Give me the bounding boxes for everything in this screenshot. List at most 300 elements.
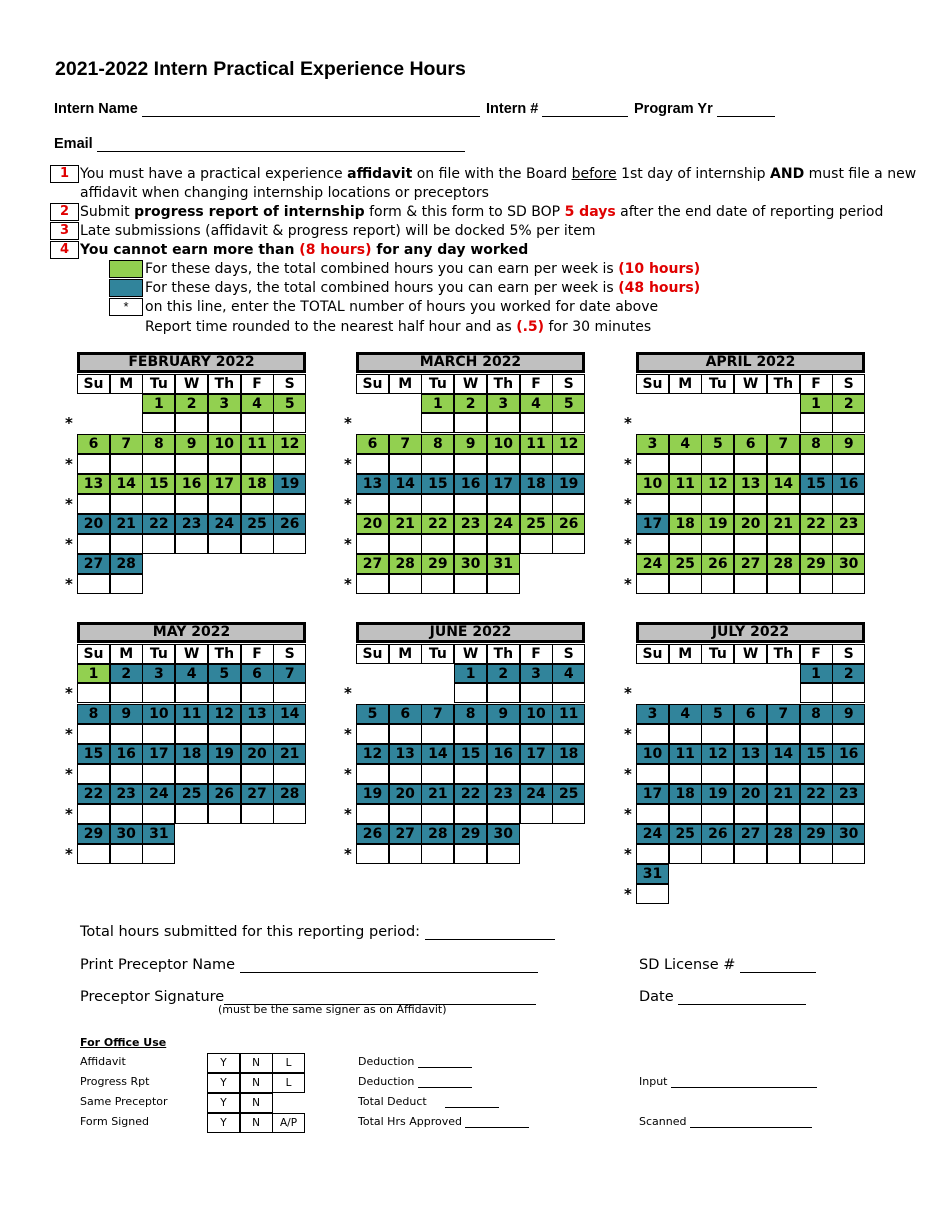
office-deduction-field[interactable]: Deduction — [358, 1055, 472, 1068]
hours-entry-cell[interactable] — [552, 534, 585, 554]
hours-entry-cell[interactable] — [800, 413, 833, 433]
email-label: Email — [54, 136, 93, 152]
hours-entry-cell[interactable] — [800, 764, 833, 784]
calendar-date: 27 — [241, 784, 274, 804]
hours-entry-cell[interactable] — [487, 454, 520, 474]
day-of-week-header: Th — [487, 644, 520, 664]
hours-entry-cell[interactable] — [669, 844, 702, 864]
hours-entry-cell[interactable] — [552, 804, 585, 824]
hours-entry-cell[interactable] — [454, 574, 487, 594]
hours-row-marker: * — [624, 765, 632, 783]
hours-entry-cell[interactable] — [273, 764, 306, 784]
office-row-label: Form Signed — [80, 1115, 149, 1128]
calendar-date: 20 — [734, 514, 767, 534]
calendar-date: 24 — [636, 824, 669, 844]
office-deduction-field[interactable]: Deduction — [358, 1075, 472, 1088]
calendar-date: 11 — [552, 704, 585, 724]
calendar-date: 17 — [487, 474, 520, 494]
hours-entry-cell[interactable] — [241, 413, 274, 433]
total-hours-label: Total hours submitted for this reporting period: — [80, 924, 421, 940]
hours-entry-cell[interactable] — [356, 804, 389, 824]
total-hours-field[interactable] — [80, 924, 555, 940]
day-of-week-header: Su — [77, 644, 110, 664]
hours-entry-cell[interactable] — [520, 494, 553, 514]
hours-entry-cell[interactable] — [800, 844, 833, 864]
hours-entry-cell[interactable] — [273, 413, 306, 433]
hours-entry-cell[interactable] — [241, 724, 274, 744]
day-of-week-header: W — [175, 374, 208, 394]
date-field[interactable] — [639, 989, 806, 1005]
hours-entry-cell[interactable] — [800, 683, 833, 703]
hours-entry-cell[interactable] — [734, 804, 767, 824]
hours-entry-cell[interactable] — [77, 534, 110, 554]
hours-entry-cell[interactable] — [421, 764, 454, 784]
hours-row-marker: * — [624, 575, 632, 593]
hours-entry-cell[interactable] — [175, 494, 208, 514]
hours-entry-cell[interactable] — [669, 454, 702, 474]
hours-entry-cell[interactable] — [701, 574, 734, 594]
hours-entry-cell[interactable] — [356, 844, 389, 864]
calendar-date: 10 — [208, 434, 241, 454]
office-right-field[interactable]: Scanned — [639, 1115, 812, 1128]
office-use-heading: For Office Use — [80, 1036, 167, 1049]
hours-entry-cell[interactable] — [454, 454, 487, 474]
hours-entry-cell[interactable] — [701, 764, 734, 784]
hours-entry-cell[interactable] — [454, 413, 487, 433]
calendar-date: 16 — [110, 744, 143, 764]
hours-entry-cell[interactable] — [110, 534, 143, 554]
hours-entry-cell[interactable] — [767, 534, 800, 554]
hours-entry-cell[interactable] — [669, 764, 702, 784]
hours-entry-cell[interactable] — [487, 413, 520, 433]
calendar-date: 29 — [800, 824, 833, 844]
hours-entry-cell[interactable] — [421, 454, 454, 474]
hours-entry-cell[interactable] — [487, 683, 520, 703]
office-checkbox[interactable]: N — [240, 1113, 273, 1133]
hours-entry-cell[interactable] — [800, 804, 833, 824]
program-year-label: Program Yr — [634, 101, 713, 117]
hours-entry-cell[interactable] — [241, 683, 274, 703]
hours-entry-cell[interactable] — [454, 534, 487, 554]
calendar-date: 14 — [389, 474, 422, 494]
hours-entry-cell[interactable] — [273, 534, 306, 554]
hours-entry-cell[interactable] — [142, 804, 175, 824]
day-of-week-header: S — [832, 374, 865, 394]
calendar-date: 12 — [356, 744, 389, 764]
day-of-week-header: W — [454, 644, 487, 664]
hours-entry-cell[interactable] — [208, 804, 241, 824]
calendar-date: 3 — [487, 394, 520, 413]
hours-entry-cell[interactable] — [454, 764, 487, 784]
hours-entry-cell[interactable] — [356, 724, 389, 744]
office-checkbox[interactable]: N — [240, 1093, 273, 1113]
hours-entry-cell[interactable] — [832, 724, 865, 744]
hours-entry-cell[interactable] — [701, 804, 734, 824]
hours-entry-cell[interactable] — [175, 454, 208, 474]
hours-entry-cell[interactable] — [669, 534, 702, 554]
hours-entry-cell[interactable] — [208, 413, 241, 433]
hours-entry-cell[interactable] — [77, 574, 110, 594]
hours-entry-cell[interactable] — [800, 494, 833, 514]
calendar-date: 21 — [767, 514, 800, 534]
calendar-date: 13 — [356, 474, 389, 494]
legend-star-box: * — [109, 298, 143, 316]
hours-entry-cell[interactable] — [669, 724, 702, 744]
hours-entry-cell[interactable] — [636, 724, 669, 744]
office-right-field[interactable]: Input — [639, 1075, 817, 1088]
hours-entry-cell[interactable] — [734, 574, 767, 594]
hours-entry-cell[interactable] — [110, 574, 143, 594]
hours-entry-cell[interactable] — [734, 454, 767, 474]
hours-entry-cell[interactable] — [767, 804, 800, 824]
rule-number-1: 1 — [50, 165, 79, 183]
hours-entry-cell[interactable] — [356, 454, 389, 474]
hours-row-marker: * — [624, 684, 632, 702]
hours-entry-cell[interactable] — [520, 724, 553, 744]
hours-entry-cell[interactable] — [636, 844, 669, 864]
hours-entry-cell[interactable] — [734, 764, 767, 784]
hours-entry-cell[interactable] — [552, 494, 585, 514]
hours-entry-cell[interactable] — [241, 494, 274, 514]
calendar-date: 26 — [208, 784, 241, 804]
day-of-week-header: Su — [356, 644, 389, 664]
hours-entry-cell[interactable] — [487, 494, 520, 514]
calendar-date: 11 — [669, 744, 702, 764]
preceptor-name-field[interactable] — [80, 957, 538, 973]
office-deduction-field[interactable]: Total Hrs Approved — [358, 1115, 529, 1128]
hours-entry-cell[interactable] — [734, 844, 767, 864]
hours-entry-cell[interactable] — [421, 844, 454, 864]
hours-entry-cell[interactable] — [487, 764, 520, 784]
hours-entry-cell[interactable] — [454, 804, 487, 824]
hours-entry-cell[interactable] — [734, 724, 767, 744]
hours-entry-cell[interactable] — [454, 844, 487, 864]
hours-entry-cell[interactable] — [175, 724, 208, 744]
hours-entry-cell[interactable] — [356, 574, 389, 594]
calendar-date: 4 — [669, 434, 702, 454]
hours-row-marker: * — [624, 805, 632, 823]
day-of-week-header: F — [241, 644, 274, 664]
calendar-date: 22 — [800, 784, 833, 804]
hours-entry-cell[interactable] — [175, 534, 208, 554]
hours-entry-cell[interactable] — [77, 494, 110, 514]
hours-entry-cell[interactable] — [800, 574, 833, 594]
hours-entry-cell[interactable] — [800, 724, 833, 744]
calendar-date: 21 — [421, 784, 454, 804]
hours-entry-cell[interactable] — [832, 804, 865, 824]
hours-entry-cell[interactable] — [77, 683, 110, 703]
office-checkbox[interactable]: Y — [207, 1093, 240, 1113]
calendar-date: 16 — [487, 744, 520, 764]
hours-entry-cell[interactable] — [273, 724, 306, 744]
hours-entry-cell[interactable] — [421, 494, 454, 514]
office-checkbox[interactable]: A/P — [272, 1113, 305, 1133]
hours-entry-cell[interactable] — [421, 413, 454, 433]
hours-entry-cell[interactable] — [487, 574, 520, 594]
hours-entry-cell[interactable] — [110, 724, 143, 744]
hours-entry-cell[interactable] — [832, 683, 865, 703]
hours-entry-cell[interactable] — [208, 494, 241, 514]
hours-entry-cell[interactable] — [669, 494, 702, 514]
hours-entry-cell[interactable] — [142, 764, 175, 784]
calendar-date: 8 — [77, 704, 110, 724]
calendar-date: 4 — [520, 394, 553, 413]
intern-number-field[interactable] — [486, 101, 628, 117]
hours-entry-cell[interactable] — [175, 804, 208, 824]
hours-entry-cell[interactable] — [389, 574, 422, 594]
calendar-date: 15 — [421, 474, 454, 494]
day-of-week-header: F — [800, 644, 833, 664]
calendar-date: 28 — [110, 554, 143, 574]
hours-entry-cell[interactable] — [77, 724, 110, 744]
calendar-date: 7 — [110, 434, 143, 454]
hours-entry-cell[interactable] — [520, 683, 553, 703]
hours-entry-cell[interactable] — [767, 724, 800, 744]
hours-entry-cell[interactable] — [241, 534, 274, 554]
office-checkbox[interactable]: Y — [207, 1053, 240, 1073]
hours-entry-cell[interactable] — [421, 534, 454, 554]
office-checkbox[interactable]: Y — [207, 1073, 240, 1093]
hours-entry-cell[interactable] — [767, 844, 800, 864]
hours-entry-cell[interactable] — [208, 454, 241, 474]
hours-entry-cell[interactable] — [701, 844, 734, 864]
hours-entry-cell[interactable] — [701, 534, 734, 554]
day-of-week-header: S — [552, 644, 585, 664]
day-of-week-header: W — [175, 644, 208, 664]
calendar-date: 7 — [389, 434, 422, 454]
hours-entry-cell[interactable] — [389, 494, 422, 514]
hours-entry-cell[interactable] — [175, 413, 208, 433]
hours-entry-cell[interactable] — [208, 724, 241, 744]
hours-entry-cell[interactable] — [389, 454, 422, 474]
calendar-date: 4 — [669, 704, 702, 724]
hours-entry-cell[interactable] — [110, 494, 143, 514]
calendar-date: 11 — [241, 434, 274, 454]
hours-row-marker: * — [624, 535, 632, 553]
office-row-label: Progress Rpt — [80, 1075, 150, 1088]
hours-entry-cell[interactable] — [454, 683, 487, 703]
hours-entry-cell[interactable] — [487, 804, 520, 824]
hours-entry-cell[interactable] — [734, 494, 767, 514]
day-of-week-header: Th — [487, 374, 520, 394]
calendar-date: 1 — [142, 394, 175, 413]
calendar-date: 6 — [389, 704, 422, 724]
hours-entry-cell[interactable] — [487, 534, 520, 554]
office-checkbox[interactable]: L — [272, 1053, 305, 1073]
hours-entry-cell[interactable] — [356, 534, 389, 554]
hours-entry-cell[interactable] — [832, 413, 865, 433]
calendar-date: 13 — [734, 474, 767, 494]
hours-entry-cell[interactable] — [520, 454, 553, 474]
hours-entry-cell[interactable] — [636, 454, 669, 474]
hours-entry-cell[interactable] — [552, 724, 585, 744]
hours-entry-cell[interactable] — [636, 764, 669, 784]
hours-entry-cell[interactable] — [208, 534, 241, 554]
hours-entry-cell[interactable] — [454, 494, 487, 514]
hours-entry-cell[interactable] — [175, 683, 208, 703]
hours-entry-cell[interactable] — [520, 413, 553, 433]
hours-entry-cell[interactable] — [142, 683, 175, 703]
email-field[interactable] — [54, 136, 465, 152]
legend-green-swatch — [109, 260, 143, 278]
hours-entry-cell[interactable] — [389, 724, 422, 744]
calendar-date: 31 — [636, 864, 669, 884]
hours-entry-cell[interactable] — [142, 844, 175, 864]
hours-entry-cell[interactable] — [142, 494, 175, 514]
hours-entry-cell[interactable] — [273, 454, 306, 474]
office-deduction-field[interactable]: Total Deduct — [358, 1095, 499, 1108]
hours-entry-cell[interactable] — [241, 454, 274, 474]
hours-entry-cell[interactable] — [110, 804, 143, 824]
day-of-week-header: M — [110, 644, 143, 664]
hours-entry-cell[interactable] — [636, 534, 669, 554]
hours-entry-cell[interactable] — [552, 683, 585, 703]
hours-entry-cell[interactable] — [273, 804, 306, 824]
calendar-date: 6 — [356, 434, 389, 454]
office-checkbox[interactable]: N — [240, 1073, 273, 1093]
hours-row-marker: * — [344, 575, 352, 593]
hours-entry-cell[interactable] — [520, 804, 553, 824]
hours-entry-cell[interactable] — [832, 844, 865, 864]
hours-entry-cell[interactable] — [487, 844, 520, 864]
day-of-week-header: W — [454, 374, 487, 394]
hours-entry-cell[interactable] — [767, 574, 800, 594]
rule-number-3: 3 — [50, 222, 79, 240]
hours-entry-cell[interactable] — [110, 844, 143, 864]
hours-entry-cell[interactable] — [701, 454, 734, 474]
hours-entry-cell[interactable] — [208, 764, 241, 784]
hours-entry-cell[interactable] — [767, 764, 800, 784]
hours-entry-cell[interactable] — [767, 454, 800, 474]
hours-entry-cell[interactable] — [552, 764, 585, 784]
hours-row-marker: * — [65, 495, 73, 513]
legend-star-text: on this line, enter the TOTAL number of hours you worked for date above — [145, 299, 659, 315]
hours-entry-cell[interactable] — [241, 764, 274, 784]
office-checkbox[interactable]: L — [272, 1073, 305, 1093]
hours-entry-cell[interactable] — [487, 724, 520, 744]
hours-entry-cell[interactable] — [389, 844, 422, 864]
hours-entry-cell[interactable] — [832, 764, 865, 784]
hours-entry-cell[interactable] — [421, 804, 454, 824]
hours-entry-cell[interactable] — [552, 454, 585, 474]
hours-entry-cell[interactable] — [767, 494, 800, 514]
calendar-date: 18 — [520, 474, 553, 494]
intern-name-field[interactable] — [54, 101, 480, 117]
hours-entry-cell[interactable] — [832, 574, 865, 594]
hours-entry-cell[interactable] — [800, 454, 833, 474]
hours-entry-cell[interactable] — [208, 683, 241, 703]
hours-entry-cell[interactable] — [636, 884, 669, 904]
day-of-week-header: S — [273, 644, 306, 664]
hours-entry-cell[interactable] — [110, 764, 143, 784]
hours-entry-cell[interactable] — [636, 494, 669, 514]
program-year-field[interactable] — [634, 101, 775, 117]
hours-entry-cell[interactable] — [669, 804, 702, 824]
license-field[interactable] — [639, 957, 816, 973]
hours-entry-cell[interactable] — [77, 454, 110, 474]
day-of-week-header: Th — [208, 374, 241, 394]
hours-entry-cell[interactable] — [701, 724, 734, 744]
hours-entry-cell[interactable] — [175, 764, 208, 784]
calendar-date: 24 — [487, 514, 520, 534]
hours-entry-cell[interactable] — [389, 534, 422, 554]
hours-entry-cell[interactable] — [552, 413, 585, 433]
calendar-date: 30 — [832, 554, 865, 574]
hours-entry-cell[interactable] — [241, 804, 274, 824]
hours-entry-cell[interactable] — [142, 454, 175, 474]
calendar-date: 26 — [701, 554, 734, 574]
hours-entry-cell[interactable] — [142, 724, 175, 744]
calendar-date: 12 — [552, 434, 585, 454]
hours-entry-cell[interactable] — [356, 764, 389, 784]
hours-row-marker: * — [65, 805, 73, 823]
calendar-date: 31 — [142, 824, 175, 844]
calendar-date: 24 — [636, 554, 669, 574]
page-title: 2021-2022 Intern Practical Experience Hours — [55, 58, 466, 80]
hours-entry-cell[interactable] — [421, 574, 454, 594]
hours-entry-cell[interactable] — [273, 494, 306, 514]
hours-entry-cell[interactable] — [520, 534, 553, 554]
hours-entry-cell[interactable] — [110, 454, 143, 474]
calendar-date: 28 — [767, 554, 800, 574]
day-of-week-header: Th — [767, 644, 800, 664]
hours-entry-cell[interactable] — [273, 683, 306, 703]
month-title: JULY 2022 — [636, 622, 865, 643]
hours-entry-cell[interactable] — [832, 454, 865, 474]
hours-entry-cell[interactable] — [110, 683, 143, 703]
hours-entry-cell[interactable] — [142, 413, 175, 433]
hours-entry-cell[interactable] — [800, 534, 833, 554]
calendar-date: 7 — [767, 434, 800, 454]
hours-entry-cell[interactable] — [421, 724, 454, 744]
calendar-date: 6 — [241, 664, 274, 683]
calendar-date: 2 — [487, 664, 520, 683]
calendar-date: 10 — [636, 744, 669, 764]
hours-entry-cell[interactable] — [832, 494, 865, 514]
hours-entry-cell[interactable] — [636, 804, 669, 824]
hours-entry-cell[interactable] — [356, 494, 389, 514]
calendar-date: 27 — [734, 554, 767, 574]
hours-entry-cell[interactable] — [832, 534, 865, 554]
calendar-date: 29 — [77, 824, 110, 844]
office-checkbox[interactable]: Y — [207, 1113, 240, 1133]
calendar-date: 2 — [175, 394, 208, 413]
hours-entry-cell[interactable] — [77, 804, 110, 824]
hours-entry-cell[interactable] — [77, 844, 110, 864]
hours-entry-cell[interactable] — [389, 804, 422, 824]
calendar-date: 28 — [421, 824, 454, 844]
hours-entry-cell[interactable] — [454, 724, 487, 744]
hours-entry-cell[interactable] — [734, 534, 767, 554]
hours-entry-cell[interactable] — [701, 494, 734, 514]
hours-entry-cell[interactable] — [389, 764, 422, 784]
day-of-week-header: Tu — [421, 374, 454, 394]
hours-entry-cell[interactable] — [77, 764, 110, 784]
calendar-date: 26 — [273, 514, 306, 534]
office-checkbox[interactable]: N — [240, 1053, 273, 1073]
day-of-week-header: Tu — [421, 644, 454, 664]
calendar-date: 17 — [520, 744, 553, 764]
hours-entry-cell[interactable] — [669, 574, 702, 594]
calendar-date: 15 — [77, 744, 110, 764]
intern-number-label: Intern # — [486, 101, 539, 117]
hours-entry-cell[interactable] — [142, 534, 175, 554]
hours-entry-cell[interactable] — [520, 764, 553, 784]
hours-entry-cell[interactable] — [636, 574, 669, 594]
calendar-date: 9 — [832, 704, 865, 724]
calendar-date: 11 — [520, 434, 553, 454]
legend-blue-swatch — [109, 279, 143, 297]
